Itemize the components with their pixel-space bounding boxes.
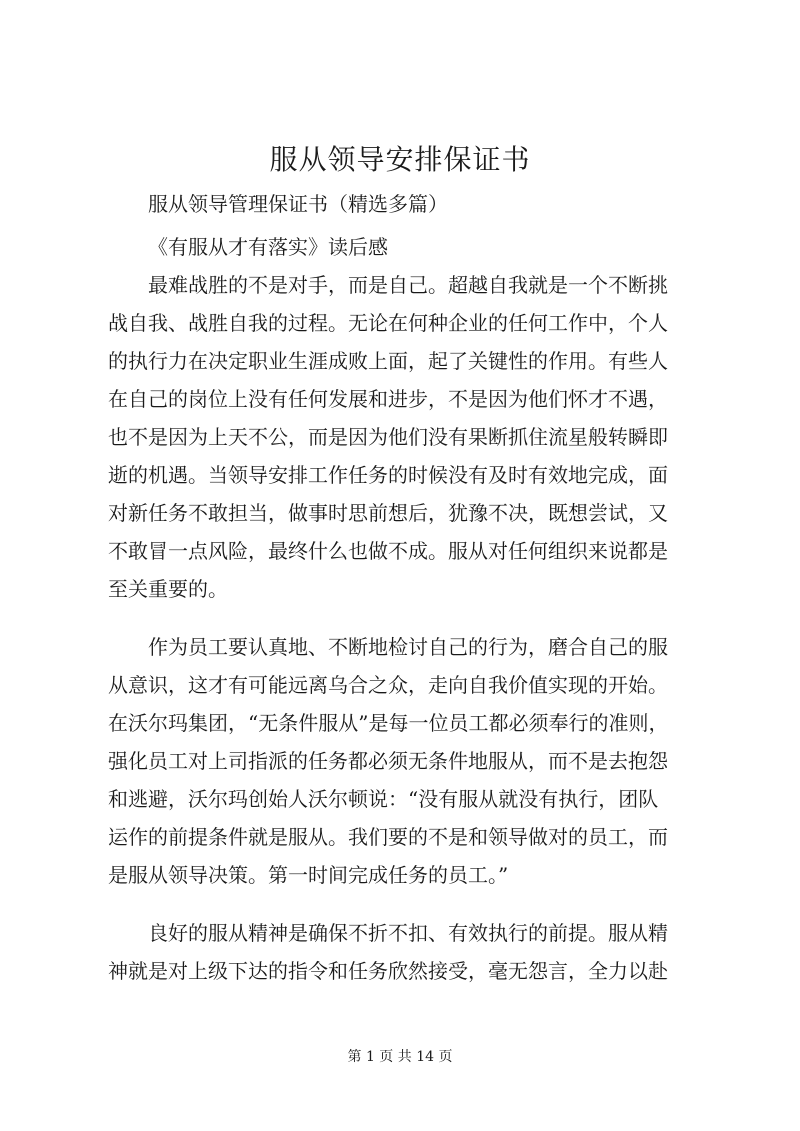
paragraph-line: 从意识，这才有可能远离乌合之众，走向自我价值实现的开始。 xyxy=(108,673,668,697)
paragraph-line: 也不是因为上天不公，而是因为他们没有果断抓住流星般转瞬即 xyxy=(108,425,668,449)
section-heading: 《有服从才有落实》读后感 xyxy=(148,235,388,259)
paragraph-line: 运作的前提条件就是服从。我们要的不是和领导做对的员工，而 xyxy=(108,825,668,849)
paragraph-line: 强化员工对上司指派的任务都必须无条件地服从，而不是去抱怨 xyxy=(108,749,668,773)
document-title: 服从领导安排保证书 xyxy=(269,143,531,176)
paragraph-line: 逝的机遇。当领导安排工作任务的时候没有及时有效地完成，面 xyxy=(108,463,668,487)
paragraph-line: 在沃尔玛集团，“无条件服从”是每一位员工都必须奉行的准则， xyxy=(108,711,669,735)
page-number-footer: 第 1 页 共 14 页 xyxy=(347,1049,453,1065)
paragraph-line: 和逃避，沃尔玛创始人沃尔顿说：“没有服从就没有执行，团队 xyxy=(108,787,659,811)
document-subtitle: 服从领导管理保证书（精选多篇） xyxy=(148,192,448,216)
paragraph-line: 作为员工要认真地、不断地检讨自己的行为，磨合自己的服 xyxy=(148,635,668,659)
paragraph-line: 战自我、战胜自我的过程。无论在何种企业的任何工作中，个人 xyxy=(108,311,668,335)
paragraph-line: 在自己的岗位上没有任何发展和进步，不是因为他们怀才不遇， xyxy=(108,387,668,411)
paragraph-line: 神就是对上级下达的指令和任务欣然接受，毫无怨言，全力以赴 xyxy=(108,959,668,983)
paragraph-line: 不敢冒一点风险，最终什么也做不成。服从对任何组织来说都是 xyxy=(108,539,668,563)
paragraph-line: 至关重要的。 xyxy=(108,577,228,601)
paragraph-line: 是服从领导决策。第一时间完成任务的员工。” xyxy=(108,863,509,887)
paragraph-line: 对新任务不敢担当，做事时思前想后，犹豫不决，既想尝试，又 xyxy=(108,501,668,525)
paragraph-line: 的执行力在决定职业生涯成败上面，起了关键性的作用。有些人 xyxy=(108,349,668,373)
paragraph-line: 良好的服从精神是确保不折不扣、有效执行的前提。服从精 xyxy=(148,921,668,945)
paragraph-line: 最难战胜的不是对手，而是自己。超越自我就是一个不断挑 xyxy=(148,273,668,297)
